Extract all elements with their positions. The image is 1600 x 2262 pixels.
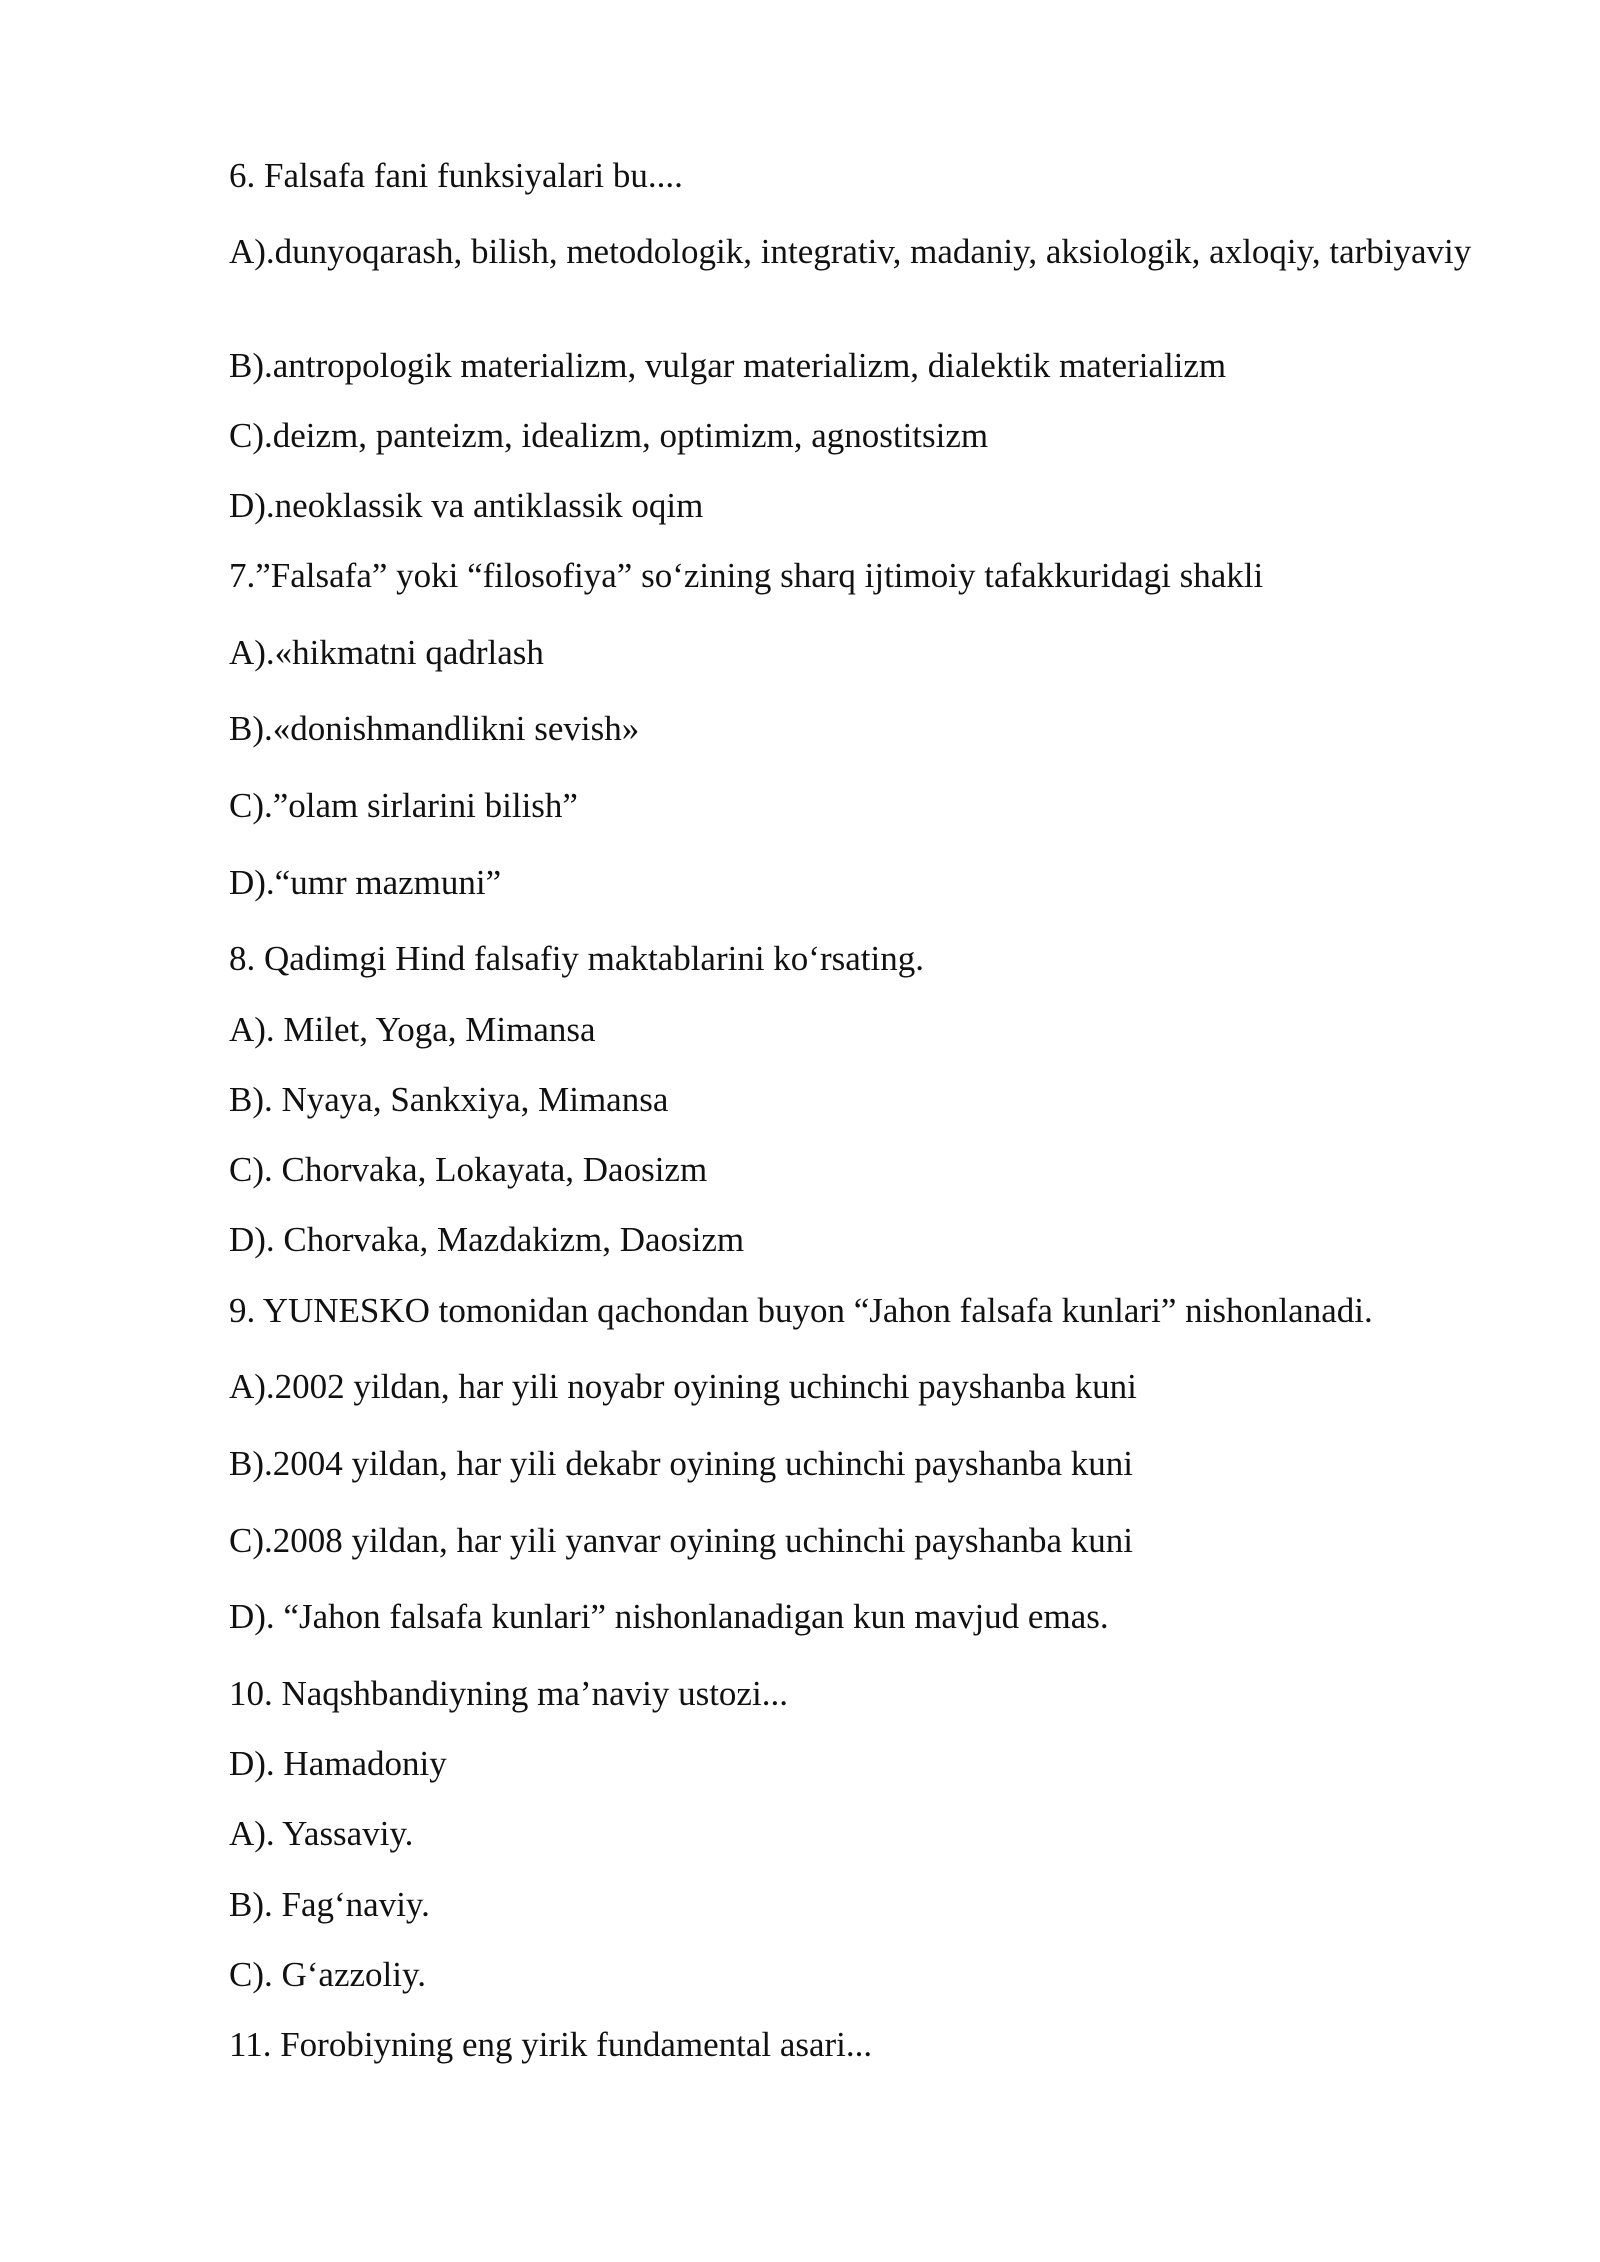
question-8-option-a: A). Milet, Yoga, Mimansa bbox=[229, 1010, 596, 1049]
question-7: 7.”Falsafa” yoki “filosofiya” so‘zining sharq ijtimoiy tafakkuridagi shakli bbox=[229, 556, 1264, 595]
question-7-option-a: A).«hikmatni qadrlash bbox=[229, 633, 544, 672]
question-8: 8. Qadimgi Hind falsafiy maktablarini ko‘rsating. bbox=[229, 939, 924, 978]
question-10: 10. Naqshbandiyning ma’naviy ustozi... bbox=[229, 1674, 788, 1713]
question-9-option-a: A).2002 yildan, har yili noyabr oyining uchinchi payshanba kuni bbox=[229, 1367, 1137, 1406]
question-9-option-b: B).2004 yildan, har yili dekabr oyining uchinchi payshanba kuni bbox=[229, 1444, 1133, 1483]
question-6-option-a: A).dunyoqarash, bilish, metodologik, integrativ, madaniy, aksiologik, axloqiy, tarbiyaviy bbox=[229, 232, 1472, 271]
question-10-option-d: D). Hamadoniy bbox=[229, 1744, 447, 1783]
question-10-option-c: C). G‘azzoliy. bbox=[229, 1955, 426, 1994]
question-8-option-b: B). Nyaya, Sankxiya, Mimansa bbox=[229, 1080, 669, 1119]
question-9-option-c: C).2008 yildan, har yili yanvar oyining uchinchi payshanba kuni bbox=[229, 1521, 1133, 1560]
question-8-option-c: C). Chorvaka, Lokayata, Daosizm bbox=[229, 1150, 708, 1189]
question-9-option-d: D). “Jahon falsafa kunlari” nishonlanadigan kun mavjud emas. bbox=[229, 1597, 1109, 1636]
question-8-option-d: D). Chorvaka, Mazdakizm, Daosizm bbox=[229, 1220, 745, 1259]
question-6-option-c: C).deizm, panteizm, idealizm, optimizm, agnostitsizm bbox=[229, 416, 989, 455]
question-10-option-b: B). Fag‘naviy. bbox=[229, 1885, 430, 1924]
question-9: 9. YUNESKO tomonidan qachondan buyon “Jahon falsafa kunlari” nishonlanadi. bbox=[229, 1291, 1373, 1330]
question-7-option-d: D).“umr mazmuni” bbox=[229, 863, 502, 902]
question-6-option-d: D).neoklassik va antiklassik oqim bbox=[229, 486, 704, 525]
question-11: 11. Forobiyning eng yirik fundamental asari... bbox=[229, 2025, 873, 2064]
question-6: 6. Falsafa fani funksiyalari bu.... bbox=[229, 156, 683, 195]
question-7-option-c: C).”olam sirlarini bilish” bbox=[229, 786, 578, 825]
question-7-option-b: B).«donishmandlikni sevish» bbox=[229, 709, 640, 748]
question-6-option-b: B).antropologik materializm, vulgar materializm, dialektik materializm bbox=[229, 346, 1227, 385]
question-10-option-a: A). Yassaviy. bbox=[229, 1814, 414, 1853]
